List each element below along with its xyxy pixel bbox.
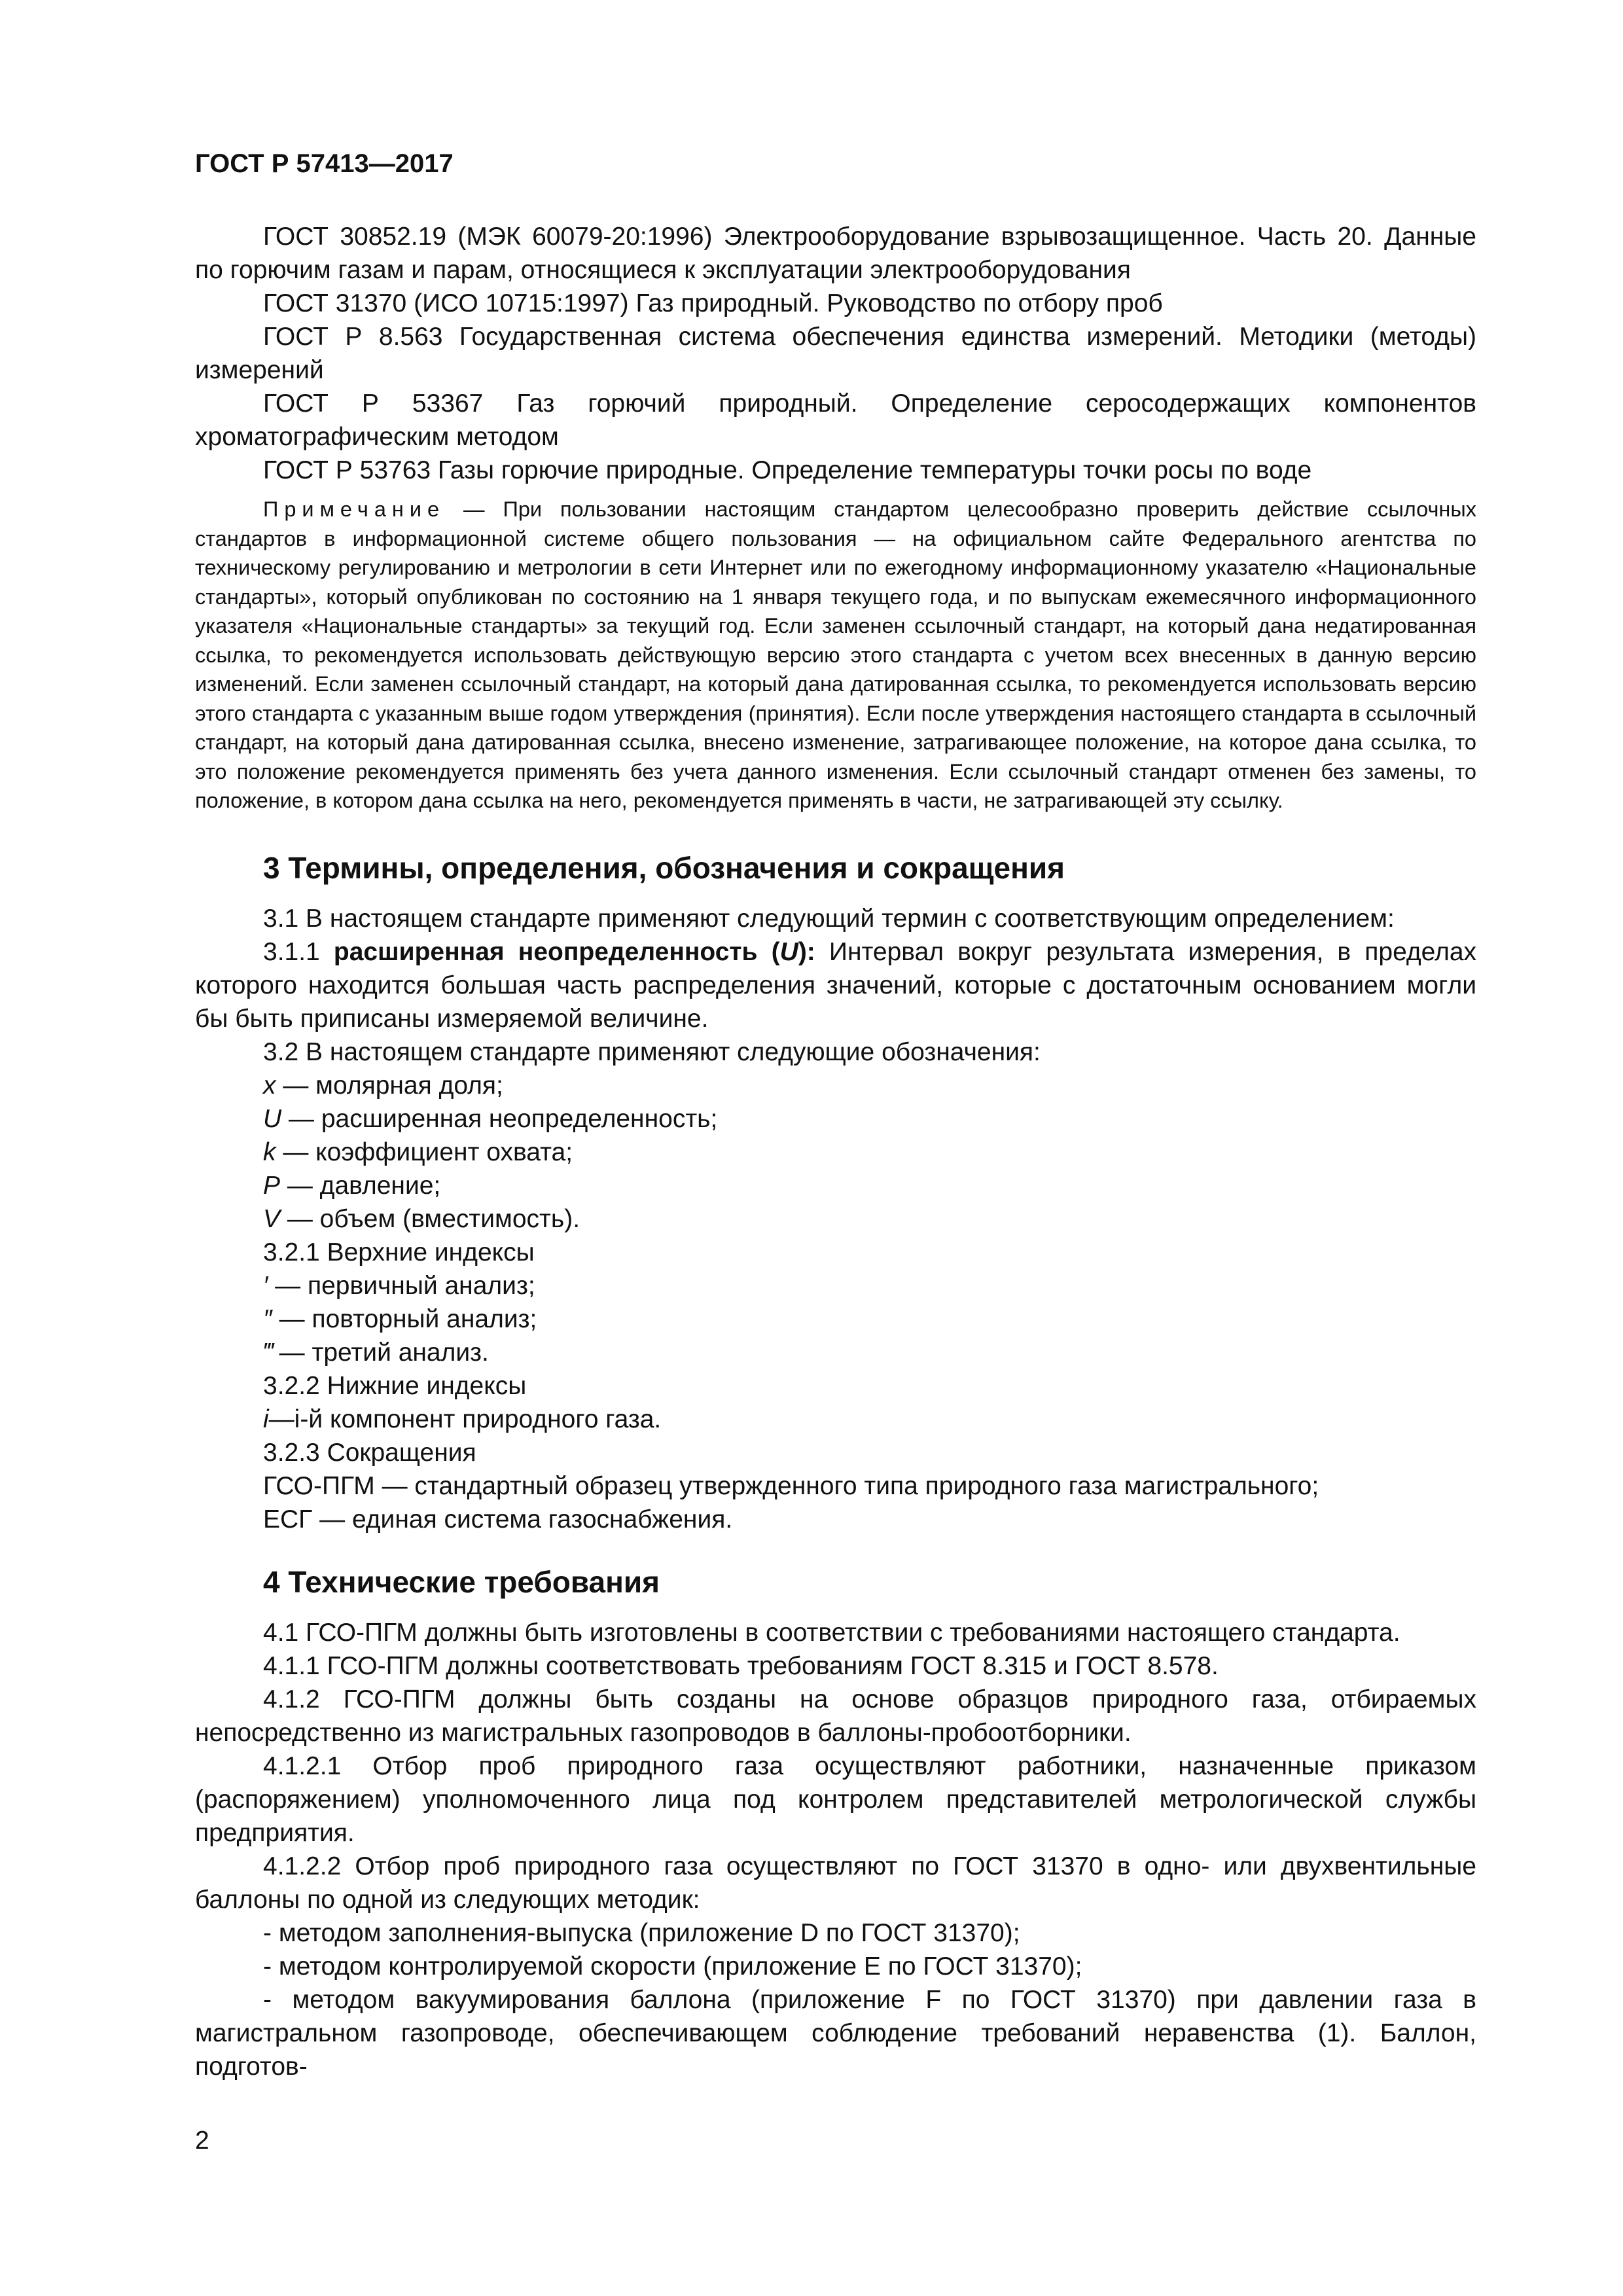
list-item: - методом заполнения-выпуска (приложение D по ГОСТ 31370); xyxy=(263,1918,1020,1947)
term-name: расширенная неопределенность (U): xyxy=(333,937,815,966)
list-item: - методом контролируемой скорости (приложение E по ГОСТ 31370); xyxy=(263,1952,1082,1981)
list-item: - методом вакуумирования баллона (приложение F по ГОСТ 31370) при давлении газа в магистральном газопроводе, обеспечивающем соблюдение требований неравенства (1). Баллон, подготов- xyxy=(195,1985,1476,2081)
symbol-item: P — давление; xyxy=(263,1171,441,1200)
note-text: — При пользовании настоящим стандартом целесообразно проверить действие ссылочных стандартов в информационной системе общего пользования — на официальном сайте Федерального агентства по техническому регулированию и метрологии в сети Интернет или по ежегодному информационному указателю «Национальные стандарты», который опубликован по состоянию на 1 января текущего года, и по выпускам ежемесячного информационного указателя «Национальные стандарты» за текущий год. Если заменен ссылочный стандарт, на который дана недатированная ссылка, то рекомендуется использовать действующую версию этого стандарта с учетом всех внесенных в данную версию изменений. Если заменен ссылочный стандарт, на который дана датированная ссылка, то рекомендуется использовать версию этого стандарта с указанным выше годом утверждения (принятия). Если после утверждения настоящего стандарта в ссылочный стандарт, на который дана датированная ссылка, внесено изменение, затрагивающее положение, на которое дана ссылка, то это положение рекомендуется применять без учета данного изменения. Если ссылочный стандарт отменен без замены, то положение, в котором дана ссылка на него, рекомендуется применять в части, не затрагивающей эту ссылку. xyxy=(195,497,1476,812)
superscript-item: ′ — первичный анализ; xyxy=(263,1271,535,1300)
para-4: 4.1.2.1 Отбор проб природного газа осуществляют работники, назначенные приказом (распоряжением) уполномоченного лица под контролем представителей метрологической службы предприятия. xyxy=(195,1751,1476,1847)
ref-item: ГОСТ Р 53763 Газы горючие природные. Определение температуры точки росы по воде xyxy=(263,456,1312,484)
ref-item: ГОСТ Р 8.563 Государственная система обеспечения единства измерений. Методики (методы) измерений xyxy=(195,323,1476,384)
ref-item: ГОСТ 30852.19 (МЭК 60079-20:1996) Электрооборудование взрывозащищенное. Часть 20. Данные по горючим газам и парам, относящиеся к эксплуатации электрооборудования xyxy=(195,223,1476,284)
section-4-title: 4 Технические требования xyxy=(263,1564,660,1599)
para-3-2-1: 3.2.1 Верхние индексы xyxy=(263,1238,535,1266)
para-3-2: 3.2 В настоящем стандарте применяют следующие обозначения: xyxy=(263,1037,1041,1066)
para-3-2-2: 3.2.2 Нижние индексы xyxy=(263,1371,527,1400)
page-number: 2 xyxy=(195,2126,209,2155)
note-paragraph xyxy=(195,495,1476,816)
superscript-item: ‴ — третий анализ. xyxy=(263,1338,489,1367)
subscript-item: i—i-й компонент природного газа. xyxy=(263,1405,662,1433)
ref-item: ГОСТ Р 53367 Газ горючий природный. Определение серосодержащих компонентов хроматографическим методом xyxy=(195,389,1476,451)
abbrev-item: ГСО-ПГМ — стандартный образец утвержденного типа природного газа магистрального; xyxy=(263,1471,1319,1500)
note-label: Примечание xyxy=(263,497,446,521)
para-3-1-1-number: 3.1.1 xyxy=(263,937,334,966)
para-3-2-3: 3.2.3 Сокращения xyxy=(263,1438,476,1467)
document-header: ГОСТ Р 57413—2017 xyxy=(195,149,454,178)
para-3-1: 3.1 В настоящем стандарте применяют следующий термин с соответствующим определением: xyxy=(263,904,1395,933)
para-4: 4.1.1 ГСО-ПГМ должны соответствовать требованиям ГОСТ 8.315 и ГОСТ 8.578. xyxy=(263,1651,1219,1680)
term-definition: Интервал вокруг результата измерения, в пределах которого находится большая часть распределения значений, которые с достаточным основанием могли бы быть приписаны измеряемой величине. xyxy=(195,937,1477,1033)
section-3-title: 3 Термины, определения, обозначения и сокращения xyxy=(263,850,1065,885)
symbol-item: k — коэффициент охвата; xyxy=(263,1138,573,1166)
page-body xyxy=(195,220,1476,2083)
abbrev-item: ЕСГ — единая система газоснабжения. xyxy=(263,1505,733,1534)
superscript-item: ″ — повторный анализ; xyxy=(263,1304,537,1333)
symbol-item: V — объем (вместимость). xyxy=(263,1204,580,1233)
para-3-1-1 xyxy=(195,935,1476,1035)
para-4: 4.1 ГСО-ПГМ должны быть изготовлены в соответствии с требованиями настоящего стандарта. xyxy=(263,1618,1400,1647)
ref-item: ГОСТ 31370 (ИСО 10715:1997) Газ природный. Руководство по отбору проб xyxy=(263,289,1163,317)
symbol-item: U — расширенная неопределенность; xyxy=(263,1104,718,1133)
para-4: 4.1.2 ГСО-ПГМ должны быть созданы на основе образцов природного газа, отбираемых непосредственно из магистральных газопроводов в баллоны-пробоотборники. xyxy=(195,1685,1476,1747)
para-4: 4.1.2.2 Отбор проб природного газа осуществляют по ГОСТ 31370 в одно- или двухвентильные баллоны по одной из следующих методик: xyxy=(195,1852,1476,1914)
symbol-item: x — молярная доля; xyxy=(263,1071,503,1100)
